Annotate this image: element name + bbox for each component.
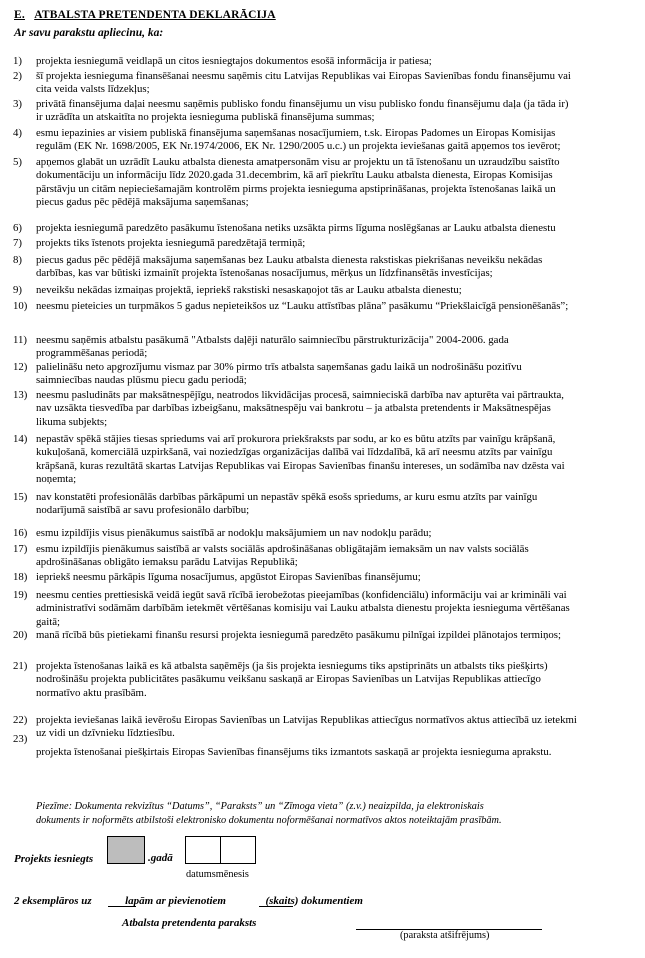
item-number: 7) — [13, 237, 22, 249]
item-text-line: palielināšu neto apgrozījumu vismaz par 30% pirmo trīs atbalsta saņemšanas gadu laikā un nodrošināšu pozitīvu — [36, 361, 522, 373]
section-heading — [14, 9, 276, 21]
item-text — [36, 127, 626, 154]
item-number: 2) — [13, 70, 22, 82]
item-text — [36, 629, 626, 642]
item-text — [36, 334, 626, 361]
item-text-line: apņemos glabāt un uzrādīt Lauku atbalsta dienesta amatpersonām visu ar projektu un tā īstenošanu un uzraudzību saistīto — [36, 156, 560, 168]
item-text-line: esmu izpildījis visus pienākumus saistībā ar nodokļu maksājumiem un nav nodokļu parādu; — [36, 527, 432, 539]
item-text-line: neesmu centies prettiesiskā veidā iegūt savā rīcībā ierobežotas pieejamības (konfidenciālu) informāciju vai ar krimināli vai — [36, 589, 567, 601]
copies-line — [14, 895, 363, 907]
signature-title: Atbalsta pretendenta paraksts — [122, 917, 257, 929]
item-text-line: projekta īstenošanas laikā es kā atbalsta saņēmējs (ja šis projekta iesniegums tiks apstiprināts un atbalsts tiks piešķirts) — [36, 660, 548, 672]
item-text-line: ir uzrādīta un atskaitīta no projekta iesnieguma publiskā finansējuma summas; — [36, 111, 375, 124]
pages-count-field[interactable] — [108, 906, 136, 907]
item-text-line: dokumentāciju un informāciju līdz 2020.gada 31.decembrim, kā arī piekrītu Lauku atbalsta dienesta, Eiropas Komisijas — [36, 169, 553, 182]
item-text-line: piecus gadus pēc pēdējā maksājuma saņemšanas bez Lauku atbalsta dienesta rakstiskas piekrišanas neveikšu nekādas — [36, 254, 543, 266]
item-text-line: nodrošināšu projekta publicitātes pasākumu veikšanu saskaņā ar Eiropas Savienības un Latvijas Republikas attiecīgo — [36, 673, 541, 686]
footnote-line: Piezīme: Dokumenta rekvizītus “Datums”, “Paraksts” un “Zīmoga vieta” (z.v.) neaizpilda, ja elektroniskais — [36, 801, 484, 812]
item-number: 14) — [13, 433, 28, 445]
item-text — [36, 571, 626, 584]
item-text — [36, 543, 626, 570]
item-text-line: nav konstatēti profesionālās darbības pārkāpumi un nepastāv spēkā esošs spriedums, ar kuru esmu atzīts par vainīgu — [36, 491, 538, 503]
item-text-line: neesmu pasludināts par maksātnespējīgu, neatrodos likvidācijas procesā, saimnieciskā darbība nav apturēta vai pārtraukta, — [36, 389, 564, 401]
item-text-line: darbības, kas var būtiski izmainīt projekta īstenošanas nosacījumus, mērķus un līdzfinansētās investīcijas; — [36, 267, 493, 280]
item-text-line: kukuļošanā, komerciālā uzpirkšanā, vai noziedzīgas organizācijas dalībā vai līdzdalībā, kā arī neesmu atzīts par vainīgu — [36, 446, 553, 459]
item-text — [36, 284, 626, 297]
date-field-labels — [186, 869, 249, 880]
item-number: 23) — [13, 733, 28, 745]
item-text — [36, 55, 626, 68]
item-text-line: cita veida valsts līdzekļus; — [36, 83, 150, 96]
month-field[interactable] — [220, 836, 256, 864]
item-text-line: programmēšanas periodā; — [36, 347, 148, 360]
item-text — [36, 491, 626, 518]
item-text-line: iepriekš neesmu pārkāpis līguma nosacījumus, apgūstot Eiropas Savienības finansējumu; — [36, 571, 421, 583]
item-text-line: noņemta; — [36, 472, 77, 485]
item-number: 15) — [13, 491, 28, 503]
item-text-line: gaitā; — [36, 615, 60, 628]
item-text — [36, 156, 626, 209]
month-label: mēnesis — [215, 869, 249, 880]
item-text-line: esmu izpildījis pienākumus saistībā ar valsts sociālās apdrošināšanas obligātajām iemaksām un nav valsts sociālās — [36, 543, 529, 555]
item-number: 21) — [13, 660, 28, 672]
copies-middle: lapām ar pievienotiem — [125, 895, 226, 907]
item-number: 19) — [13, 589, 28, 601]
item-text-line: nepastāv spēkā stājies tiesas spriedums vai arī prokurora priekšraksts par sodu, ar ko es būtu atzīts par vainīgu krāpšanā, — [36, 433, 556, 445]
copies-suffix: (skaits) dokumentiem — [265, 895, 363, 907]
item-number: 16) — [13, 527, 28, 539]
intro-text: Ar savu parakstu apliecinu, ka: — [14, 27, 164, 39]
item-text-line: pārstāvju un citām nepieciešamajām kontrolēm pirms projekta iesnieguma apstiprināšanas, projekta īstenošanas laikā un — [36, 182, 556, 195]
item-text-line: likuma subjekts; — [36, 415, 108, 428]
item-text — [36, 660, 626, 700]
footnote — [36, 800, 502, 828]
item-text-line: privātā finansējuma daļai neesmu saņēmis publisko fondu finansējumu un visu publisko fondu finansējumu daļa (ja tāda ir) — [36, 98, 569, 110]
footnote-line: dokuments ir noformēts atbilstoši elektronisko dokumentu noformēšanai normatīvos aktos noteiktajām prasībām. — [36, 815, 502, 826]
item-number: 22) — [13, 714, 28, 726]
item-text-line: nav uzsākta tiesvedība par darbības izbeigšanu, maksātnespēju vai bankrotu – ja atbalsta pretendents ir Maksātnespējas — [36, 402, 551, 415]
item-text — [36, 300, 626, 313]
item-text — [36, 222, 626, 235]
item-text — [36, 361, 626, 388]
item-text-line: nodarījumā saistībā ar savu profesionālo darbību; — [36, 504, 250, 517]
item-number: 8) — [13, 254, 22, 266]
section-letter: E. — [14, 9, 25, 21]
day-field[interactable] — [185, 836, 221, 864]
item-text-line: projekta iesniegumā veidlapā un citos iesniegtajos dokumentos esošā informācija ir patiesa; — [36, 55, 432, 67]
item-text — [36, 527, 626, 540]
item-text-line: saimniecības naudas plūsmu piecu gadu periodā; — [36, 374, 247, 387]
item-text-line: esmu iepazinies ar visiem publiskā finansējuma saņemšanas nosacījumiem, t.sk. Eiropas Padomes un Eiropas Komisijas — [36, 127, 556, 139]
item-text-line: neveikšu nekādas izmaiņas projektā, iepriekš rakstiski nesaskaņojot tās ar Lauku atbalsta dienestu; — [36, 284, 462, 296]
item-number: 9) — [13, 284, 22, 296]
item-number: 5) — [13, 156, 22, 168]
item-number: 17) — [13, 543, 28, 555]
item-text-line: manā rīcībā būs pietiekami finanšu resursi projekta iesniegumā paredzēto pasākumu pilnīgai izpildei plānotajos termiņos; — [36, 629, 561, 641]
item-text-line: projekts tiks īstenots projekta iesniegumā paredzētajā termiņā; — [36, 237, 306, 249]
item-text — [36, 98, 626, 125]
item-text-line: projekta ieviešanas laikā ievērošu Eiropas Savienības un Latvijas Republikas attiecīgus normatīvos aktus attiecībā uz ietekmi — [36, 714, 577, 726]
item-text-line: neesmu saņēmis atbalstu pasākumā "Atbalsts daļēji naturālo saimniecību pārstrukturizācija" 2004-2006. gada — [36, 334, 509, 346]
item-text — [36, 746, 626, 759]
item-number: 4) — [13, 127, 22, 139]
year-suffix-label: .gadā — [148, 852, 173, 864]
attachments-count-field[interactable] — [259, 906, 293, 907]
item-text-line: neesmu pieteicies un turpmākos 5 gadus nepieteikšos uz “Lauku attīstības plāna” pasākumu “Priekšlaicīgā pensionēšanās”; — [36, 300, 569, 312]
project-submitted-label: Projekts iesniegts — [14, 853, 94, 865]
item-number: 10) — [13, 300, 28, 312]
copies-prefix: 2 eksemplāros uz — [14, 895, 92, 907]
item-number: 12) — [13, 361, 28, 373]
item-number: 6) — [13, 222, 22, 234]
item-number: 18) — [13, 571, 28, 583]
item-text-line: piecus gadus pēc pēdējā maksājuma saņemšanas; — [36, 195, 249, 208]
item-number: 13) — [13, 389, 28, 401]
item-text — [36, 389, 626, 429]
item-text — [36, 433, 626, 486]
item-text-line: krāpšanā, kuras rezultātā skartas Latvijas Republikas vai Eiropas Savienības finanšu intereses, un sodāmība nav dzēsta vai — [36, 459, 565, 472]
item-text — [36, 589, 626, 629]
year-field[interactable] — [107, 836, 145, 864]
item-number: 11) — [13, 334, 27, 346]
item-text — [36, 714, 626, 741]
day-label: datums — [186, 869, 216, 880]
item-text-line: apdrošināšanas obligāto iemaksu parādu Latvijas Republikā; — [36, 556, 298, 569]
item-text-line: regulām (EK Nr. 1698/2005, EK Nr.1974/2006, EK Nr. 1290/2005 u.c.) un projekta ieviešanas gaitā apņemos tos ievērot; — [36, 140, 561, 153]
item-text-line: uz vidi un dzīvnieku līdztiesību. — [36, 727, 175, 740]
item-text-line: projekta īstenošanai piešķirtais Eiropas Savienības finansējums tiks izmantots saskaņā ar projekta iesnieguma aprakstu. — [36, 746, 552, 758]
item-number: 20) — [13, 629, 28, 641]
item-text — [36, 254, 626, 281]
item-text-line: normatīvo aktu prasībām. — [36, 686, 147, 699]
item-text — [36, 237, 626, 250]
item-text — [36, 70, 626, 97]
signature-decoding-label: (paraksta atšifrējums) — [400, 930, 490, 941]
item-number: 1) — [13, 55, 22, 67]
section-title: ATBALSTA PRETENDENTA DEKLARĀCIJA — [34, 9, 276, 21]
item-text-line: šī projekta iesnieguma finansēšanai neesmu saņēmis citu Latvijas Republikas vai Eiropas Savienības fondu finansējumu vai — [36, 70, 571, 82]
item-number: 3) — [13, 98, 22, 110]
item-text-line: projekta iesniegumā paredzēto pasākumu īstenošana netiks uzsākta pirms līguma noslēgšanas ar Lauku atbalsta dienestu — [36, 222, 556, 234]
item-text-line: administratīvi sodāmām darbībām ietekmēt vērtēšanas komisiju vai Lauku atbalsta dienestu projekta iesnieguma vērtēšanas — [36, 602, 570, 615]
